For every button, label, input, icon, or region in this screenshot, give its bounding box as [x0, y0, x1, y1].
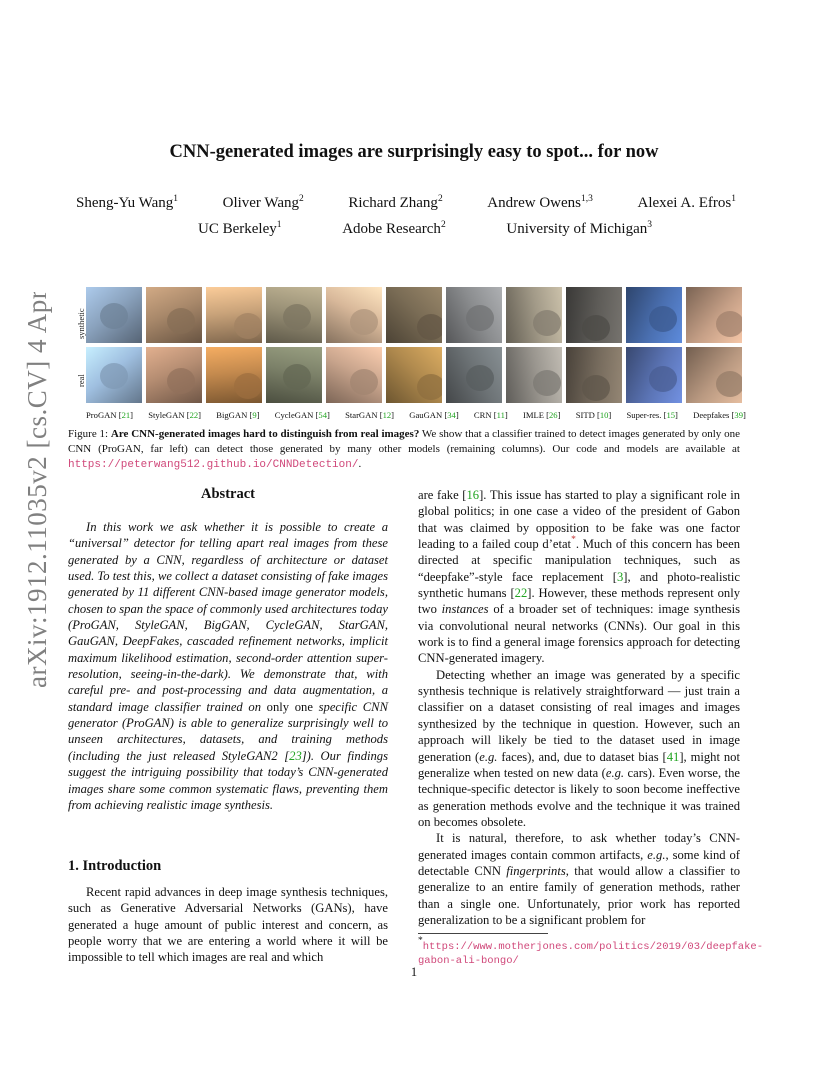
p1-instances: instances — [441, 602, 489, 617]
column-label-name: StarGAN — [345, 410, 378, 420]
row-label-real — [76, 347, 86, 403]
column-label-7: CRN [11] — [473, 410, 508, 420]
column-label-name: CycleGAN — [274, 410, 314, 420]
image-subject-shape — [283, 304, 311, 330]
abstract-part-2: specific CNN generator (ProGAN) is able to generalize surprisingly well to unseen architectures, datasets, and training methods (including the just released StyleGAN2 [ — [68, 699, 388, 763]
column-citation-link[interactable]: 21 — [121, 410, 131, 420]
affiliation-sup: 2 — [440, 220, 446, 230]
image-subject-shape — [100, 363, 128, 389]
row-label-synthetic-text: synthetic — [76, 308, 86, 339]
column-label-name: GauGAN — [409, 410, 443, 420]
column-citation-link[interactable]: 11 — [496, 410, 505, 420]
author-2 — [223, 195, 304, 212]
column-label-5: StarGAN [12] — [345, 410, 395, 420]
column-label-6: GauGAN [34] — [409, 410, 459, 420]
author-4 — [487, 195, 593, 212]
affiliation-list — [198, 221, 652, 238]
author-name: Alexei A. Efros — [637, 195, 732, 211]
paragraph-1 — [418, 487, 740, 667]
p2-eg-2: e.g. — [605, 765, 625, 780]
row-label-synthetic — [76, 287, 86, 343]
column-label-4: CycleGAN [54] — [274, 410, 330, 420]
p1-text-a: are fake [ — [418, 488, 467, 502]
author-name: Richard Zhang — [348, 195, 438, 211]
column-label-8: IMLE [26] — [522, 410, 561, 420]
column-label-1: ProGAN [21] — [86, 410, 134, 420]
author-name: Andrew Owens — [487, 195, 582, 211]
column-label-name: CRN — [473, 410, 492, 420]
p2-text-c: ], might not generalize when tested on new data ( — [418, 749, 740, 780]
synthetic-image-stargan — [326, 287, 382, 343]
image-subject-shape — [167, 308, 195, 334]
column-label-name: BigGAN — [216, 410, 248, 420]
footnote-mark-link[interactable]: * — [571, 535, 576, 546]
author-affil-sup: 1 — [173, 194, 179, 204]
caption-end: . — [358, 458, 362, 470]
column-label-11: Deepfakes [39] — [693, 410, 746, 420]
affiliation-sup: 1 — [276, 220, 282, 230]
p2-text-d: cars). Even worse, the technique-specific detector is likely to soon become ineffective as generation methods evolve and the technique it was trained on becomes obsolete. — [418, 765, 740, 829]
column-citation-link[interactable]: 12 — [382, 410, 392, 420]
affiliation-name: UC Berkeley — [198, 221, 277, 237]
intro-heading: 1. Introduction — [68, 858, 162, 874]
column-citation-link[interactable]: 10 — [599, 410, 609, 420]
affiliation-3 — [506, 221, 652, 238]
affiliation-name: University of Michigan — [506, 221, 648, 237]
image-subject-shape — [716, 371, 742, 397]
synthetic-image-gaugan — [386, 287, 442, 343]
abstract-citation-link[interactable]: 23 — [289, 748, 302, 763]
affiliation-1 — [198, 221, 281, 238]
synthetic-image-cyclegan — [266, 287, 322, 343]
p2-eg-1: e.g. — [479, 749, 498, 764]
caption-url-link[interactable]: https://peterwang512.github.io/CNNDetection/ — [68, 459, 359, 471]
author-affil-sup: 1 — [731, 194, 736, 204]
caption-text: We show that a classifier trained to detect images generated by only one CNN (ProGAN, far left) can detect those generated by many other models (remaining columns). Our code and models are available at — [68, 428, 740, 455]
arxiv-id: arXiv:1912.11035v2 [cs.CV] 4 Apr 2020 — [22, 292, 52, 688]
p1-text-e: ]. However, these methods represent only two — [418, 586, 740, 617]
p3-fingerprints: fingerprints — [506, 863, 566, 878]
footnote-url-link[interactable]: https://www.motherjones.com/politics/2019/03/deepfake-gabon-ali-bongo/ — [418, 941, 764, 967]
real-image-stargan — [326, 347, 382, 403]
column-citation-link[interactable]: 9 — [252, 410, 257, 420]
intro-paragraph: Recent rapid advances in deep image synthesis techniques, such as Generative Adversarial Networks (GANs), have generated a huge amount of public interest and concern, as people worry that we are entering a world where it will be impossible to tell which images are real and which — [68, 885, 388, 965]
real-image-gaugan — [386, 347, 442, 403]
image-subject-shape — [649, 306, 677, 332]
image-subject-shape — [350, 309, 378, 335]
synthetic-image-row — [86, 287, 746, 343]
arxiv-side-stamp — [8, 292, 58, 688]
column-citation-link[interactable]: 54 — [318, 410, 327, 420]
image-subject-shape — [466, 305, 494, 331]
real-image-biggan — [206, 347, 262, 403]
real-image-crn — [446, 347, 502, 403]
row-label-real-text: real — [76, 374, 86, 387]
synthetic-image-imle — [506, 287, 562, 343]
synthetic-image-stylegan — [146, 287, 202, 343]
affiliation-sup: 3 — [647, 220, 652, 230]
footnote-rule — [418, 933, 548, 934]
column-citation-link[interactable]: 39 — [734, 410, 743, 420]
p1-text-d: ], and photo-realistic synthetic humans [ — [418, 569, 740, 601]
column-label-10: Super-res. [15] — [626, 410, 678, 420]
column-citation-link[interactable]: 15 — [666, 410, 676, 420]
image-subject-shape — [582, 375, 610, 401]
p2-text-b: faces), and, due to dataset bias [ — [497, 749, 667, 764]
right-column-text — [418, 487, 740, 928]
synthetic-image-crn — [446, 287, 502, 343]
author-affil-sup: 1,3 — [581, 194, 593, 204]
footnote — [418, 936, 764, 968]
citation-41-link[interactable]: 41 — [666, 749, 680, 764]
image-subject-shape — [167, 368, 195, 394]
caption-bold: Are CNN-generated images hard to distinguish from real images? — [110, 428, 420, 440]
author-name: Oliver Wang — [222, 195, 300, 211]
image-subject-shape — [466, 365, 494, 391]
real-image-cyclegan — [266, 347, 322, 403]
p1-text-f: of a broader set of techniques: image synthesis via convolutional neural networks (CNNs). Our goal in this work is to find a general image forensics approach for detecting CNN-generated imagery. — [418, 602, 741, 666]
synthetic-image-biggan — [206, 287, 262, 343]
p3-eg: e.g. — [647, 847, 666, 862]
author-affil-sup: 2 — [437, 194, 443, 204]
author-5 — [637, 195, 735, 212]
column-label-name: ProGAN — [86, 410, 117, 420]
intro-text — [68, 884, 388, 966]
citation-22-link[interactable]: 22 — [514, 586, 528, 601]
p3-text-a: It is natural, therefore, to ask whether today’s CNN-generated images contain common artifacts, — [418, 831, 740, 862]
abstract-heading: Abstract — [201, 486, 255, 502]
real-image-progan — [86, 347, 142, 403]
real-image-deepfakes — [686, 347, 742, 403]
paragraph-3 — [418, 830, 740, 928]
author-list — [76, 195, 736, 212]
p1-text-c: . Much of this concern has been directed at specific manipulation techniques, such as “deepfake”-style face replacement [ — [418, 537, 740, 584]
image-subject-shape — [533, 370, 561, 396]
image-subject-shape — [350, 369, 378, 395]
synthetic-image-deepfakes — [686, 287, 742, 343]
column-label-name: StyleGAN — [148, 410, 185, 420]
author-affil-sup: 2 — [299, 194, 304, 204]
citation-3-link[interactable]: 3 — [616, 569, 624, 584]
image-subject-shape — [283, 364, 311, 390]
figure-caption — [68, 427, 740, 473]
column-label-2: StyleGAN [22] — [148, 410, 202, 420]
image-subject-shape — [649, 366, 677, 392]
column-citation-link[interactable]: 22 — [189, 410, 199, 420]
real-image-imle — [506, 347, 562, 403]
column-label-9: SITD [10] — [575, 410, 612, 420]
abstract-part-3: ]). Our findings suggest the intriguing possibility that today’s CNN-generated images share some common systematic flaws, preventing them from achieving realistic image synthesis. — [68, 748, 388, 812]
image-subject-shape — [417, 314, 442, 340]
image-subject-shape — [234, 373, 262, 399]
p3-text-b: , some kind of detectable CNN — [418, 847, 740, 878]
synthetic-image-super-res- — [626, 287, 682, 343]
author-3 — [348, 195, 442, 212]
p1-text-b: ]. This issue has started to play a significant role in global politics; in one case a video of the president of Gabon that was claimed by opposition to be fake was one factor leading to a failed coup d’etat — [418, 488, 740, 552]
synthetic-image-sitd — [566, 287, 622, 343]
column-citation-link[interactable]: 26 — [549, 410, 558, 420]
footnote-mark: * — [418, 936, 423, 946]
abstract-only-one: only one — [266, 699, 313, 714]
synthetic-image-progan — [86, 287, 142, 343]
author-1 — [76, 195, 178, 212]
real-image-row — [86, 347, 746, 403]
image-subject-shape — [234, 313, 262, 339]
abstract-text — [68, 519, 388, 813]
p2-text-a: Detecting whether an image was generated by a specific synthesis technique is relatively straightforward — just train a classifier on a dataset consisting of real images and images synthesized by the technique in question. However, such an approach will likely be tied to the dataset used in image generation ( — [418, 667, 740, 764]
real-image-stylegan — [146, 347, 202, 403]
image-subject-shape — [582, 315, 610, 341]
real-image-super-res- — [626, 347, 682, 403]
column-label-3: BigGAN [9] — [216, 410, 260, 420]
page-number: 1 — [410, 965, 418, 979]
image-subject-shape — [417, 374, 442, 400]
caption-label: Figure 1: — [68, 428, 109, 440]
affiliation-2 — [342, 221, 445, 238]
image-subject-shape — [716, 311, 742, 337]
citation-16-link[interactable]: 16 — [466, 488, 480, 502]
paper-title: CNN-generated images are surprisingly easy to spot... for now — [169, 142, 659, 162]
column-label-name: SITD — [575, 410, 595, 420]
abstract-part-1: In this work we ask whether it is possible to create a “universal” detector for telling apart real images from these generated by a CNN, regardless of architecture or dataset used. To test this, we collect a dataset consisting of fake images generated by 11 different CNN-based image generator models, chosen to span the space of commonly used architectures today (ProGAN, StyleGAN, BigGAN, CycleGAN, StarGAN, GauGAN, DeepFakes, cascaded refinement networks, implicit maximum likelihood estimation, second-order attention super-resolution, seeing-in-the-dark). We demonstrate that, with careful pre- and post-processing and data augmentation, a standard image classifier trained on — [68, 520, 388, 714]
column-citation-link[interactable]: 34 — [447, 410, 456, 420]
author-name: Sheng-Yu Wang — [76, 195, 174, 211]
real-image-sitd — [566, 347, 622, 403]
column-label-name: IMLE — [522, 410, 544, 420]
figure-column-labels — [86, 410, 746, 420]
paragraph-2 — [418, 667, 740, 830]
column-label-name: Super-res. — [626, 410, 662, 420]
image-subject-shape — [533, 310, 561, 336]
image-subject-shape — [100, 303, 128, 329]
column-label-name: Deepfakes — [693, 410, 730, 420]
affiliation-name: Adobe Research — [342, 221, 441, 237]
p3-text-c: , that would allow a classifier to generalize to an entire family of generation methods, rather than a single one. Unfortunately, prior work has reported generalization to be a significant problem for — [418, 863, 740, 927]
